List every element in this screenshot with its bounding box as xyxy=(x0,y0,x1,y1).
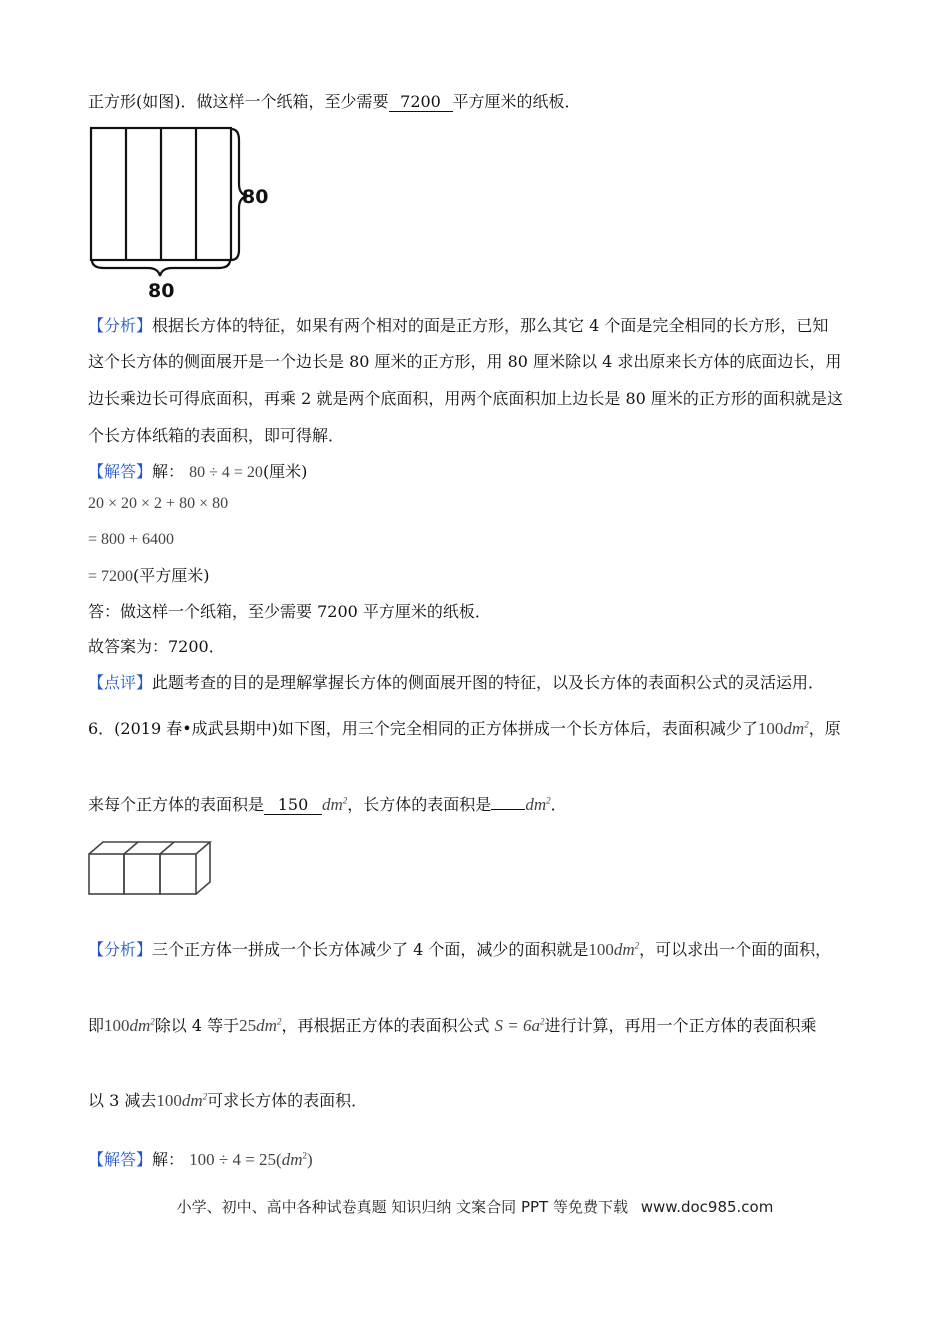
unit-exponent: 2 xyxy=(150,1016,155,1027)
math-value: 100 xyxy=(588,940,614,959)
unit-text: dm xyxy=(256,1016,277,1035)
analysis6-text: 以 3 减去 xyxy=(88,1091,157,1110)
analysis5-line3: 边长乘边长可得底面积，再乘 2 就是两个底面积，用两个底面积加上边长是 80 厘米的正方形的面积就是这 xyxy=(88,389,843,408)
analysis5-text1: 根据长方体的特征，如果有两个相对的面是正方形，那么其它 4 个面是完全相同的长方形，已知 xyxy=(152,316,829,335)
question6-line2 xyxy=(88,795,567,815)
question6-line2-text: 来每个正方体的表面积是 xyxy=(88,795,265,814)
intro-line xyxy=(88,92,581,112)
solution6-prefix: 解： xyxy=(152,1150,185,1169)
solution6-line xyxy=(88,1150,313,1170)
analysis6-line2 xyxy=(88,1016,817,1036)
unit-text: dm xyxy=(281,1150,303,1169)
analysis5-line4: 个长方体纸箱的表面积，即可得解． xyxy=(88,426,345,445)
analysis6-line3 xyxy=(88,1091,367,1111)
analysis5-line2: 这个长方体的侧面展开是一个边长是 80 厘米的正方形，用 80 厘米除以 4 求出原来长方体的底面边长，用 xyxy=(88,352,842,371)
math-value: 100 xyxy=(156,1091,182,1110)
comment-tag: 【点评】 xyxy=(88,673,153,692)
footer-text: 小学、初中、高中各种试卷真题 知识归纳 文案合同 PPT 等免费下载 xyxy=(176,1198,628,1216)
cube-front-3 xyxy=(160,854,196,894)
top-edge-2 xyxy=(160,842,174,854)
question6-line2-mid: ，长方体的表面积是 xyxy=(347,795,492,814)
unit-text: dm xyxy=(783,719,805,738)
side-face xyxy=(196,842,210,894)
analysis6-text: 可求长方体的表面积． xyxy=(207,1091,368,1110)
unit-exponent: 2 xyxy=(276,1016,282,1027)
intro-text-end: 平方厘米的纸板． xyxy=(452,92,581,111)
three-cubes-figure xyxy=(86,838,218,900)
equation-2: 20 × 20 × 2 + 80 × 80 xyxy=(88,495,229,512)
footer-link[interactable]: www.doc985.com xyxy=(640,1198,774,1216)
analysis6-tag: 【分析】 xyxy=(88,940,153,959)
solution5-line1 xyxy=(88,462,307,483)
solution6-tag: 【解答】 xyxy=(88,1150,153,1169)
reduced-value: 100 xyxy=(757,719,784,738)
answer-line: 答：做这样一个纸箱，至少需要 7200 平方厘米的纸板． xyxy=(88,602,491,621)
intro-text: 正方形(如图)．做这样一个纸箱，至少需要 xyxy=(88,92,389,111)
side-label: 80 xyxy=(242,186,269,208)
question6-line2-end: ． xyxy=(550,795,567,814)
page-footer xyxy=(0,1196,950,1217)
final-answer: 故答案为：7200． xyxy=(88,637,225,656)
question6-line1 xyxy=(88,719,841,739)
equation-4-unit: (平方厘米) xyxy=(133,566,210,585)
comment5-line xyxy=(88,673,824,693)
unit-exponent: 2 xyxy=(342,795,348,806)
cube-front-1 xyxy=(89,854,124,894)
unfolded-square-figure xyxy=(86,122,286,302)
bottom-label: 80 xyxy=(148,280,175,302)
comment-text: 此题考查的目的是理解掌握长方体的侧面展开图的特征，以及长方体的表面积公式的灵活运用． xyxy=(152,673,825,692)
unit-exponent: 2 xyxy=(546,795,551,806)
math-value: 25 xyxy=(239,1016,257,1035)
analysis6-text: 进行计算，再用一个正方体的表面积乘 xyxy=(544,1016,817,1035)
math-value: 100 xyxy=(104,1016,130,1035)
unit-text: dm xyxy=(129,1016,151,1035)
analysis-tag: 【分析】 xyxy=(88,316,153,335)
bottom-brace xyxy=(92,260,230,276)
unit-exponent: 2 xyxy=(804,719,809,730)
formula: S = 6a xyxy=(494,1016,541,1035)
cube-front-2 xyxy=(124,854,160,894)
top-face xyxy=(89,842,210,854)
question6-lead: 6．(2019 春•成武县期中)如下图，用三个完全相同的正方体拼成一个长方体后，表面积减少了 xyxy=(88,719,758,738)
formula-exponent: 2 xyxy=(540,1016,545,1027)
answer-blank: 7200 xyxy=(389,93,453,112)
analysis6-line1 xyxy=(88,940,831,960)
unit-exponent: 2 xyxy=(202,1091,208,1102)
equation-1-unit: (厘米) xyxy=(262,462,308,481)
unit-text: dm xyxy=(613,940,635,959)
solution-prefix: 解： xyxy=(152,462,185,481)
question6-lead-end: ，原 xyxy=(808,719,841,738)
analysis6-text: 三个正方体一拼成一个长方体减少了 4 个面，减少的面积就是 xyxy=(152,940,589,959)
equation-3: = 800 + 6400 xyxy=(88,531,175,548)
unit-exponent: 2 xyxy=(302,1150,307,1161)
solution-tag: 【解答】 xyxy=(88,462,153,481)
analysis6-text: 即 xyxy=(88,1016,105,1035)
solution6-equation: 100 ÷ 4 = 25( xyxy=(189,1150,282,1169)
solution6-equation-end: ) xyxy=(307,1150,313,1169)
unit-exponent: 2 xyxy=(634,940,640,951)
equation-1: 80 ÷ 4 = 20 xyxy=(189,464,263,481)
equation-4-line xyxy=(88,566,210,587)
analysis6-text: ，可以求出一个面的面积， xyxy=(639,940,832,959)
analysis6-text: 除以 4 等于 xyxy=(154,1016,240,1035)
equation-4: = 7200 xyxy=(88,568,134,585)
unit-text: dm xyxy=(525,795,547,814)
top-edge-1 xyxy=(124,842,138,854)
analysis6-text: ，再根据正方体的表面积公式 xyxy=(281,1016,490,1035)
unit-text: dm xyxy=(322,795,343,814)
unit-text: dm xyxy=(181,1091,203,1110)
answer1-blank: 150 xyxy=(264,796,322,815)
analysis5-line1 xyxy=(88,316,828,336)
answer2-blank xyxy=(491,809,525,810)
